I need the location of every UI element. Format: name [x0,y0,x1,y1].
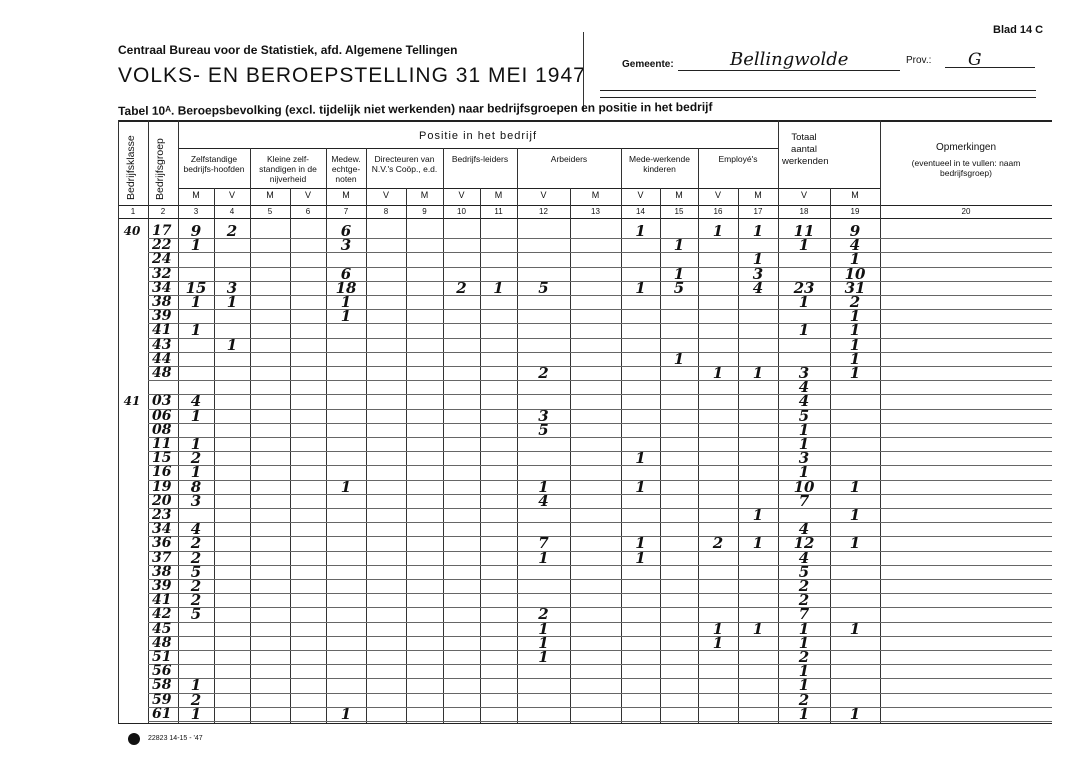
cell-value: 3 [226,278,238,297]
groep-value: 17 [152,223,172,239]
cell-value: 3 [752,264,764,283]
cell-value: 1 [635,449,646,468]
table-bottom-border [118,723,1052,724]
groep-value: 15 [152,450,172,467]
column-number-9: 9 [422,207,427,216]
row-line [148,650,1052,651]
column-number-15: 15 [674,207,684,216]
row-line [148,536,1052,537]
print-code: 22823 14-15 - '47 [148,735,203,742]
cell-value: 1 [798,704,810,723]
row-line [148,352,1052,353]
row-line [148,693,1052,694]
prov-label: Prov.: [906,55,932,66]
cell-value: 4 [752,278,764,297]
cell-value: 1 [538,477,549,496]
cell-value: 2 [190,449,202,468]
cell-value: 1 [340,293,352,311]
cell-value: 5 [798,406,810,425]
groep-value: 41 [152,592,172,609]
cell-value: 1 [493,278,504,297]
cell-value: 5 [538,420,549,439]
column-divider [570,188,571,723]
directeuren-header: Directeuren van N.V.'s Coöp., e.d. [371,154,438,174]
row-line [148,551,1052,552]
totaal-header: Totaal aantal werkenden [782,132,829,167]
cell-value: 1 [849,477,861,496]
groep-value: 37 [152,549,172,566]
gender-label-18: V [800,190,807,200]
cell-value: 1 [190,704,202,723]
gender-label-11: M [494,190,503,200]
cell-value: 4 [190,520,202,539]
groep-value: 19 [152,478,172,495]
cell-value: 1 [635,477,646,496]
cell-value: 2 [798,690,810,709]
cell-value: 9 [849,222,861,240]
number-line [118,218,1052,219]
column-number-16: 16 [713,207,723,216]
column-number-12: 12 [539,207,548,216]
cell-value: 1 [798,463,810,482]
cell-value: 1 [849,307,861,326]
opmerkingen-header: Opmerkingen [935,142,997,153]
cell-value: 1 [849,534,861,553]
cell-value: 23 [793,278,815,297]
gender-label-13: M [591,190,600,200]
row-line [148,664,1052,665]
cell-value: 1 [673,236,685,255]
cell-value: 1 [752,506,764,524]
column-number-8: 8 [383,207,389,216]
row-line [148,309,1052,310]
groep-value: 34 [152,521,172,538]
cell-value: 4 [798,520,810,539]
cell-value: 2 [798,577,810,595]
cell-value: 4 [798,392,810,411]
gender-label-6: V [304,190,311,200]
cell-value: 2 [226,222,238,240]
cell-value: 10 [793,477,815,496]
cell-value: 1 [798,420,810,439]
groep-value: 48 [152,365,172,381]
cell-value: 2 [190,577,202,595]
cell-value: 6 [340,222,352,240]
cell-value: 31 [844,278,866,297]
cell-value: 1 [635,548,646,567]
cell-value: 1 [849,704,861,723]
groep-value: 56 [152,663,172,680]
gemeente-label: Gemeente: [622,59,674,70]
cell-value: 1 [849,335,861,354]
gender-label-9: M [420,190,429,200]
positie-header: Positie in het bedrijf [419,130,537,142]
cell-value: 2 [712,534,724,553]
employes-header: Employé's [718,154,758,164]
groep-value: 59 [152,691,172,708]
groep-value: 38 [152,563,172,580]
column-divider [480,188,481,723]
groep-value: 11 [152,436,172,452]
groep-value: 22 [152,237,172,254]
column-number-2: 2 [160,207,166,216]
cell-value: 1 [635,534,646,553]
groep-value: 36 [152,535,172,552]
arbeiders-header: Arbeiders [550,154,588,164]
cell-value: 1 [538,648,549,666]
cell-value: 1 [226,335,238,354]
row-line [148,394,1052,395]
cell-value: 3 [798,449,810,468]
cell-value: 1 [712,619,724,638]
column-number-7: 7 [343,207,349,216]
column-number-13: 13 [591,207,600,216]
cell-value: 3 [538,406,549,425]
column-number-11: 11 [494,207,503,216]
cell-value: 1 [190,435,202,453]
institution-title: Centraal Bureau voor de Statistiek, afd. Algemene Tellingen [118,43,458,57]
cell-value: 6 [340,264,352,283]
row-line [148,622,1052,623]
groep-value: 44 [152,350,172,367]
cell-value: 2 [538,364,549,382]
cell-value: 12 [793,534,815,553]
cell-value: 1 [752,364,764,382]
column-number-20: 20 [961,207,971,216]
groep-value: 06 [152,407,172,424]
groep-value: 24 [152,251,172,268]
groep-value: 23 [152,507,172,523]
cell-value: 2 [190,548,202,567]
cell-value: 1 [538,548,549,567]
census-title: VOLKS- EN BEROEPSTELLING 31 MEI 1947 [118,64,586,87]
gemeente-line [678,70,900,71]
cell-value: 2 [849,293,861,311]
cell-value: 2 [190,690,202,709]
column-number-3: 3 [193,207,199,216]
row-line [148,267,1052,268]
cell-value: 4 [190,392,202,411]
cell-value: 5 [798,562,810,581]
cell-value: 3 [340,236,352,255]
groep-value: 42 [152,606,172,623]
gender-label-16: V [714,190,721,200]
column-divider [214,188,215,723]
cell-value: 1 [635,222,646,240]
cell-value: 4 [538,491,549,510]
row-line [148,636,1052,637]
row-line [148,494,1052,495]
cell-value: 1 [712,364,724,382]
groep-value: 51 [152,649,172,665]
gender-label-5: M [266,190,274,200]
groep-value: 32 [152,265,172,282]
row-line [148,323,1052,324]
zelfstandige-header: Zelfstandige bedrijfs-hoofden [183,154,245,174]
cell-value: 1 [712,222,724,240]
cell-value: 2 [456,278,467,297]
row-line [148,409,1052,410]
cell-value: 1 [340,477,352,496]
cell-value: 5 [673,278,685,297]
cell-value: 1 [190,406,202,425]
cell-value: 1 [849,619,861,638]
cell-value: 5 [190,605,202,624]
cell-value: 3 [190,491,202,510]
bedrijfsleiders-header: Bedrijfs-leiders [451,154,509,164]
groep-value: 03 [152,393,172,410]
row-line [148,252,1052,253]
groep-value: 58 [152,677,172,694]
cell-value: 7 [798,605,810,624]
groep-value: 45 [152,620,172,637]
gender-label-14: V [637,190,644,200]
cell-value: 8 [190,477,202,496]
column-divider [290,188,291,723]
column-number-14: 14 [636,207,645,216]
cell-value: 2 [190,591,202,610]
cell-value: 4 [849,236,861,255]
cell-value: 2 [798,648,810,666]
cell-value: 15 [185,278,207,297]
gender-label-7: M [342,190,350,200]
cell-value: 9 [190,222,202,240]
klasse-value: 41 [123,394,141,409]
kleine-header: Kleine zelf-standigen in de nijverheid [259,154,317,184]
cell-value: 1 [752,534,764,553]
cell-value: 1 [849,364,861,382]
table-top-border [118,120,1052,122]
cell-value: 1 [798,662,810,681]
column-number-1: 1 [130,207,136,216]
row-line [148,707,1052,708]
groep-value: 43 [152,336,172,353]
gender-label-19: M [851,190,859,200]
row-line [148,465,1052,466]
cell-value: 1 [635,278,646,297]
groep-value: 39 [152,308,172,325]
cell-value: 1 [798,293,810,311]
cell-value: 1 [190,293,202,311]
gemeente-value: Bellingwolde [730,49,849,70]
row-line [148,380,1052,381]
cell-value: 4 [798,548,810,567]
row-line [148,607,1052,608]
cell-value: 1 [752,250,764,269]
cell-value: 18 [335,278,357,297]
column-number-18: 18 [799,207,809,216]
cell-value: 1 [798,435,810,453]
cell-value: 1 [340,307,352,326]
row-line [148,579,1052,580]
column-number-17: 17 [753,207,763,216]
table-title: Tabel 10ᴬ. Beroepsbevolking (excl. tijdelijk niet werkenden) naar bedrijfsgroepen en positie in het bedrijf [118,99,713,118]
row-line [148,338,1052,339]
cell-value: 5 [538,278,549,297]
gender-label-4: V [228,190,235,200]
row-line [148,423,1052,424]
cell-value: 7 [798,491,810,510]
cell-value: 3 [798,364,810,382]
klasse-value: 40 [123,224,141,238]
cell-value: 1 [798,236,810,255]
groep-value: 20 [152,492,172,509]
gender-label-8: V [382,190,389,200]
cell-value: 1 [673,349,685,368]
row-line [148,295,1052,296]
row-line [148,593,1052,594]
mv-line [118,205,1052,206]
cell-value: 1 [849,506,861,524]
row-line [148,522,1052,523]
row-line [148,678,1052,679]
cell-value: 1 [849,321,861,340]
row-line [148,721,1052,722]
column-number-19: 19 [850,207,860,216]
cell-value: 2 [190,534,202,553]
cell-value: 1 [538,633,549,652]
column-number-4: 4 [229,207,235,216]
cell-value: 1 [752,222,764,240]
groep-value: 34 [152,279,172,296]
medew-header: Medew. echtge-noten [331,154,361,184]
column-divider [406,188,407,723]
header-underline-1 [600,90,1036,91]
groep-value: 08 [152,421,172,438]
gender-label-12: V [540,190,547,200]
groep-value: 38 [152,294,172,310]
cell-value: 1 [798,619,810,638]
cell-value: 1 [752,619,764,638]
medewerkende-header: Mede-werkende kinderen [629,154,690,174]
header-underline-2 [600,97,1036,98]
row-line [148,451,1052,452]
bedrijfsklasse-header: Bedrijfsklasse [125,135,137,200]
cell-value: 1 [712,633,724,652]
printer-logo [128,733,140,745]
row-line [148,565,1052,566]
row-line [148,238,1052,239]
bedrijfsgroep-header: Bedrijfsgroep [154,138,166,200]
gender-label-3: M [192,190,200,200]
column-number-5: 5 [267,207,273,216]
positie-header-line [178,148,778,149]
cell-value: 1 [190,676,202,695]
cell-value: 5 [190,562,202,581]
cell-value: 1 [190,236,202,255]
cell-value: 1 [673,264,685,283]
row-line [148,281,1052,282]
cell-value: 7 [538,534,549,553]
cell-value: 1 [798,633,810,652]
row-line [148,437,1052,438]
cell-value: 1 [798,676,810,695]
cell-value: 10 [844,264,866,283]
groep-value: 41 [152,322,172,339]
row-line [148,480,1052,481]
cell-value: 2 [538,605,549,624]
cell-value: 1 [538,619,549,638]
column-number-6: 6 [305,207,311,216]
cell-value: 1 [849,250,861,269]
opmerkingen-subheader: (eventueel in te vullen: naam bedrijfsgroep) [911,158,1021,178]
gender-label-10: V [458,190,465,200]
prov-value: G [968,50,982,70]
cell-value: 1 [226,293,238,311]
sheet-number: Blad 14 C [993,24,1044,36]
cell-value: 2 [798,591,810,610]
row-line [148,366,1052,367]
row-line [148,508,1052,509]
cell-value: 1 [190,321,202,340]
groep-value: 61 [152,705,172,722]
cell-value: 1 [849,349,861,368]
cell-value: 11 [793,222,815,240]
cell-value: 4 [798,378,810,397]
gender-label-17: M [754,190,762,200]
groep-value: 39 [152,578,172,594]
prov-line [945,67,1035,68]
cell-value: 1 [190,463,202,482]
groep-value: 48 [152,634,172,651]
cell-value: 1 [798,321,810,340]
cell-value: 1 [340,704,352,723]
groep-value: 16 [152,464,172,481]
gender-label-15: M [675,190,683,200]
subheader-line [178,188,880,189]
column-number-10: 10 [457,207,466,216]
